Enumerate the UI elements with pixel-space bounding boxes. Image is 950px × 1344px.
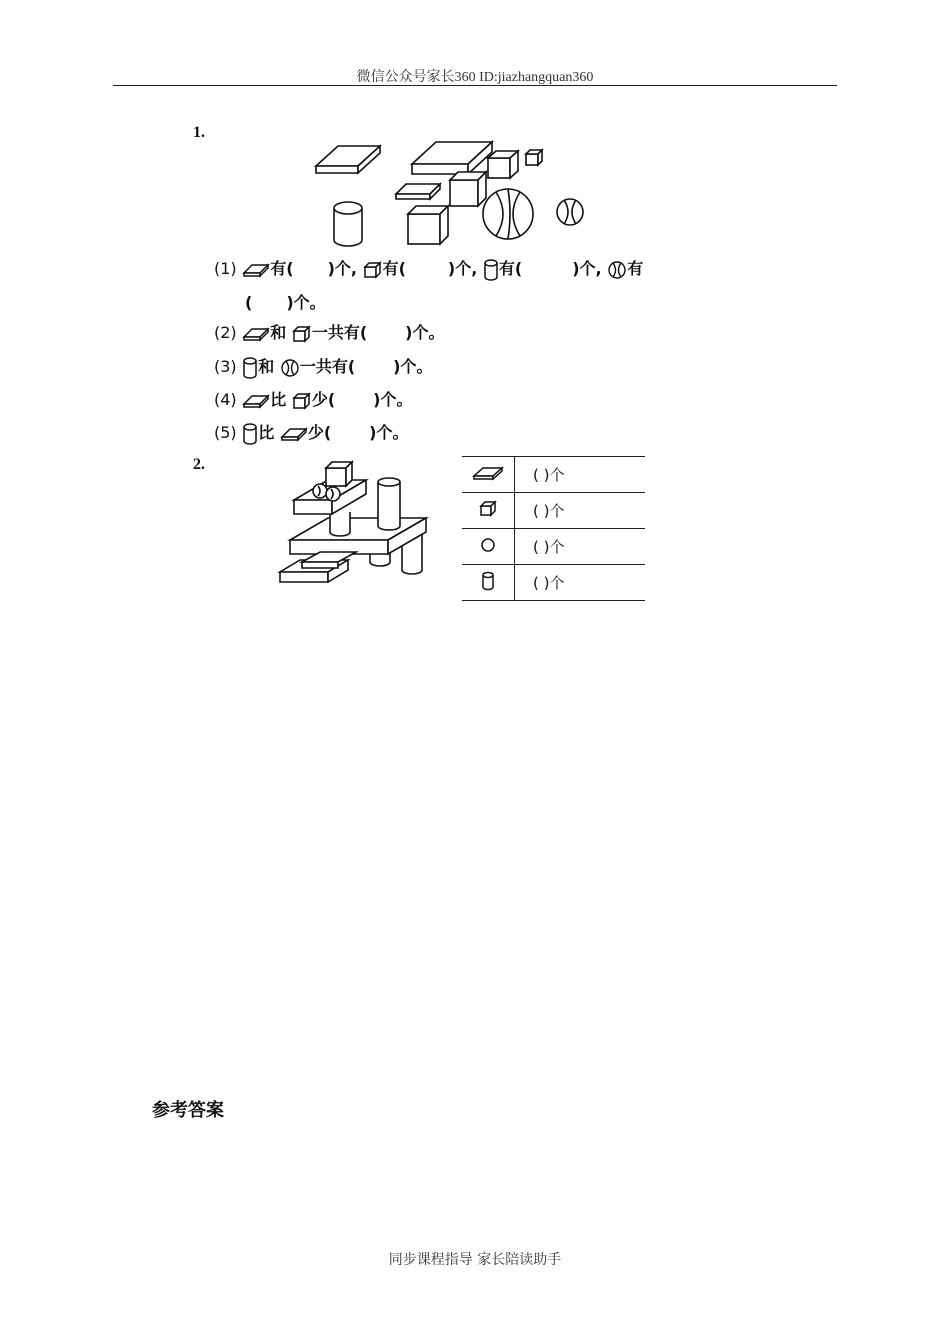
answer-heading: 参考答案 xyxy=(152,1100,224,1121)
item-text: 有( xyxy=(498,259,523,278)
tally-value[interactable]: ( )个 xyxy=(515,565,646,601)
cylinder-icon xyxy=(242,423,258,445)
question-1-item-2 xyxy=(214,320,445,343)
item-label: (3) xyxy=(214,357,237,376)
item-text: 和 xyxy=(270,323,287,342)
tally-value[interactable]: ( )个 xyxy=(515,457,646,493)
table-row xyxy=(462,529,645,565)
item-text: )个, xyxy=(447,259,478,278)
question-1-item-1 xyxy=(214,256,643,281)
tally-value[interactable]: ( )个 xyxy=(515,529,646,565)
cube-icon xyxy=(363,261,383,279)
item-text: )个。 xyxy=(373,390,413,409)
item-text: )个, xyxy=(572,259,602,278)
item-text: 和 xyxy=(258,357,275,376)
item-text: 比 xyxy=(270,390,287,409)
q2-block-figure xyxy=(278,458,438,588)
item-text: )个, xyxy=(327,259,357,278)
header-text: 微信公众号家长360 ID:jiazhangquan360 xyxy=(356,70,594,85)
question-1-number: 1. xyxy=(193,124,205,141)
item-text: 一共有( xyxy=(299,357,356,376)
cuboid-icon xyxy=(471,465,505,481)
cuboid-icon xyxy=(280,426,308,442)
q1-shapes-figure xyxy=(300,132,600,252)
cuboid-icon xyxy=(242,326,270,342)
item-text: )个。 xyxy=(393,357,433,376)
question-1-item-5 xyxy=(214,420,409,445)
item-label: (1) xyxy=(214,259,237,278)
item-text: 比 xyxy=(258,423,275,442)
item-text: 少( xyxy=(307,423,332,442)
item-text: )个。 xyxy=(286,293,326,312)
table-row xyxy=(462,457,645,493)
item-text: 有( xyxy=(270,259,294,278)
item-text: 少( xyxy=(311,390,336,409)
ball-icon xyxy=(607,260,627,280)
cuboid-icon xyxy=(242,262,270,278)
item-text: )个。 xyxy=(405,323,445,342)
tally-value[interactable]: ( )个 xyxy=(515,493,646,529)
cuboid-icon xyxy=(242,393,270,409)
ball-icon xyxy=(480,537,496,553)
item-text: 有( xyxy=(382,259,406,278)
cylinder-icon xyxy=(481,571,495,591)
item-text: 一共有( xyxy=(311,323,368,342)
question-1-item-3 xyxy=(214,354,433,379)
q2-tally-table xyxy=(462,456,645,601)
table-row xyxy=(462,565,645,601)
cube-icon xyxy=(479,501,497,517)
header-rule xyxy=(113,85,837,86)
cylinder-icon xyxy=(242,357,258,379)
cube-icon xyxy=(292,325,312,343)
ball-icon xyxy=(280,358,300,378)
question-1-item-4 xyxy=(214,387,413,410)
item-text: ( xyxy=(245,293,253,312)
question-2-number: 2. xyxy=(193,456,205,473)
question-1-item-1-cont xyxy=(245,290,326,313)
table-row xyxy=(462,493,645,529)
item-label: (5) xyxy=(214,423,237,442)
item-label: (2) xyxy=(214,323,237,342)
cylinder-icon xyxy=(483,259,499,281)
item-text: )个。 xyxy=(369,423,409,442)
cube-icon xyxy=(292,392,312,410)
item-text: 有 xyxy=(627,259,644,278)
footer-text: 同步课程指导 家长陪读助手 xyxy=(388,1252,562,1268)
item-label: (4) xyxy=(214,390,237,409)
